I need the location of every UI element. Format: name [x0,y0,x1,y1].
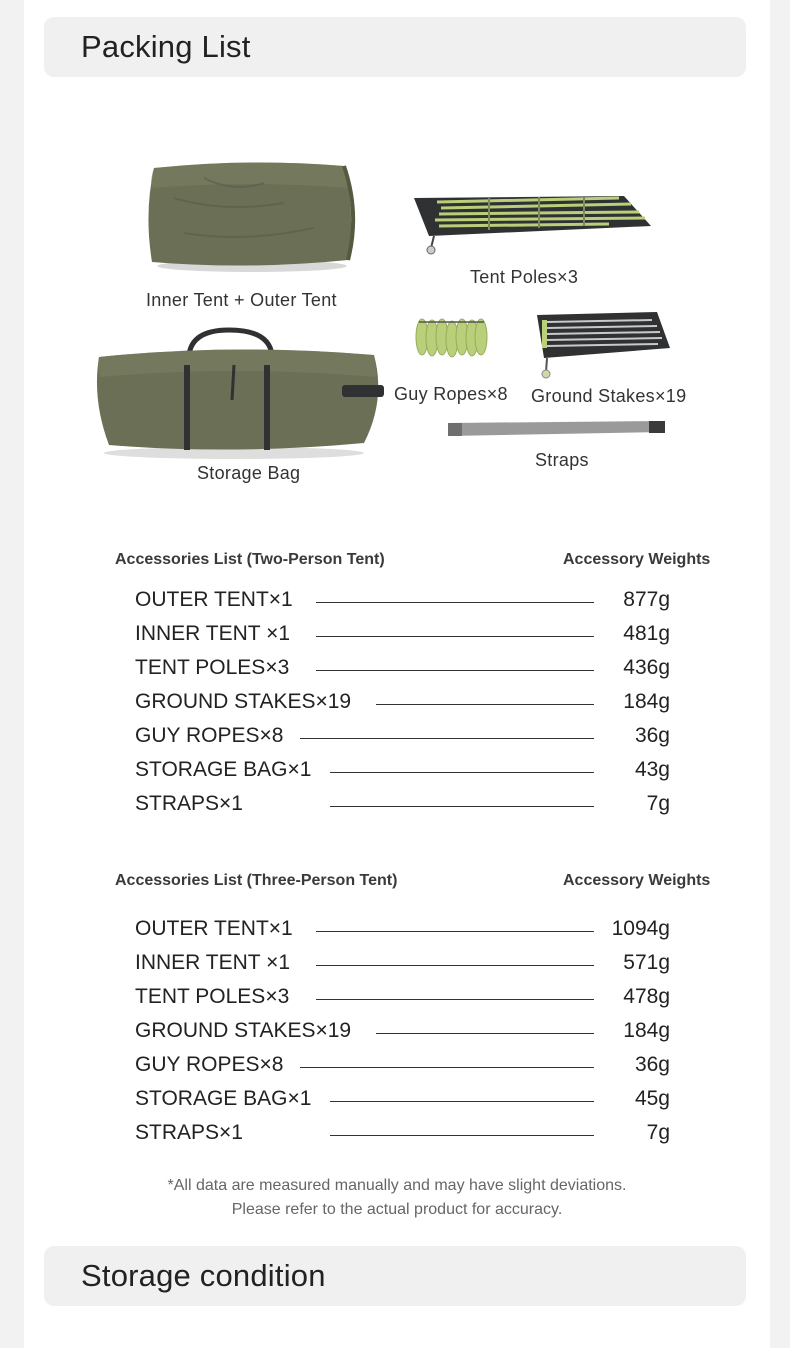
tent-poles-image [409,188,654,258]
item-weight: 1094g [611,917,670,940]
leader-line [316,670,594,671]
item-name: STORAGE BAG×1 [135,1087,312,1110]
leader-line [330,1135,594,1136]
item-name: OUTER TENT×1 [135,588,293,611]
leader-line [316,931,594,932]
leader-line [330,772,594,773]
table-row [24,588,770,618]
leader-line [316,602,594,603]
item-name: INNER TENT ×1 [135,622,291,645]
item-name: TENT POLES×3 [135,656,290,679]
product-page [24,0,770,1348]
leader-line [300,738,594,739]
item-weight: 571g [623,951,670,974]
item-name: STRAPS×1 [135,1121,243,1144]
straps-caption: Straps [535,450,589,470]
item-name: GROUND STAKES×19 [135,690,352,713]
table-row [24,758,770,788]
item-weight: 877g [623,588,670,611]
storage-condition-header [44,1246,746,1306]
leader-line [330,806,594,807]
packing-list-header [44,17,746,77]
table-row [24,792,770,822]
leader-line [330,1101,594,1102]
two-person-heading: Accessories List (Two-Person Tent) [115,551,385,568]
storage-condition-title: Storage condition [81,1258,326,1293]
leader-line [316,965,594,966]
item-weight: 478g [623,985,670,1008]
item-name: GUY ROPES×8 [135,724,284,747]
table-row [24,656,770,686]
item-name: INNER TENT ×1 [135,951,291,974]
item-weight: 184g [623,1019,670,1042]
leader-line [376,704,594,705]
table-row [24,1121,770,1151]
item-weight: 7g [646,792,670,815]
guy-ropes-caption: Guy Ropes×8 [394,384,508,404]
item-weight: 436g [623,656,670,679]
tent-body-image [144,158,359,273]
ground-stakes-caption: Ground Stakes×19 [531,386,687,406]
item-weight: 45g [634,1087,670,1110]
leader-line [316,636,594,637]
storage-bag-image [94,325,384,460]
table-row [24,690,770,720]
table-row [24,724,770,754]
item-weight: 36g [634,724,670,747]
straps-image [444,418,669,440]
three-person-heading: Accessories List (Three-Person Tent) [115,872,398,889]
guy-ropes-image [414,312,489,362]
item-name: STRAPS×1 [135,792,243,815]
storage-bag-caption: Storage Bag [197,463,301,483]
item-weight: 36g [634,1053,670,1076]
three-person-weights-heading: Accessory Weights [563,872,711,889]
leader-line [300,1067,594,1068]
item-name: GUY ROPES×8 [135,1053,284,1076]
table-row [24,1087,770,1117]
table-row [24,985,770,1015]
leader-line [376,1033,594,1034]
table-row [24,917,770,947]
leader-line [316,999,594,1000]
item-name: TENT POLES×3 [135,985,290,1008]
tent-poles-caption: Tent Poles×3 [470,267,579,287]
item-name: OUTER TENT×1 [135,917,293,940]
item-weight: 481g [623,622,670,645]
disclaimer-line-2: Please refer to the actual product for accuracy. [231,1201,563,1218]
table-row [24,1019,770,1049]
tent-body-caption: Inner Tent + Outer Tent [146,290,337,310]
table-row [24,1053,770,1083]
item-name: STORAGE BAG×1 [135,758,312,781]
table-row [24,951,770,981]
item-weight: 184g [623,690,670,713]
two-person-weights-heading: Accessory Weights [563,551,711,568]
packing-list-title: Packing List [81,29,251,64]
disclaimer-line-1: *All data are measured manually and may have slight deviations. [167,1177,627,1194]
item-weight: 7g [646,1121,670,1144]
item-name: GROUND STAKES×19 [135,1019,352,1042]
table-row [24,622,770,652]
ground-stakes-image [532,310,672,382]
item-weight: 43g [634,758,670,781]
disclaimer-note [24,1174,770,1222]
